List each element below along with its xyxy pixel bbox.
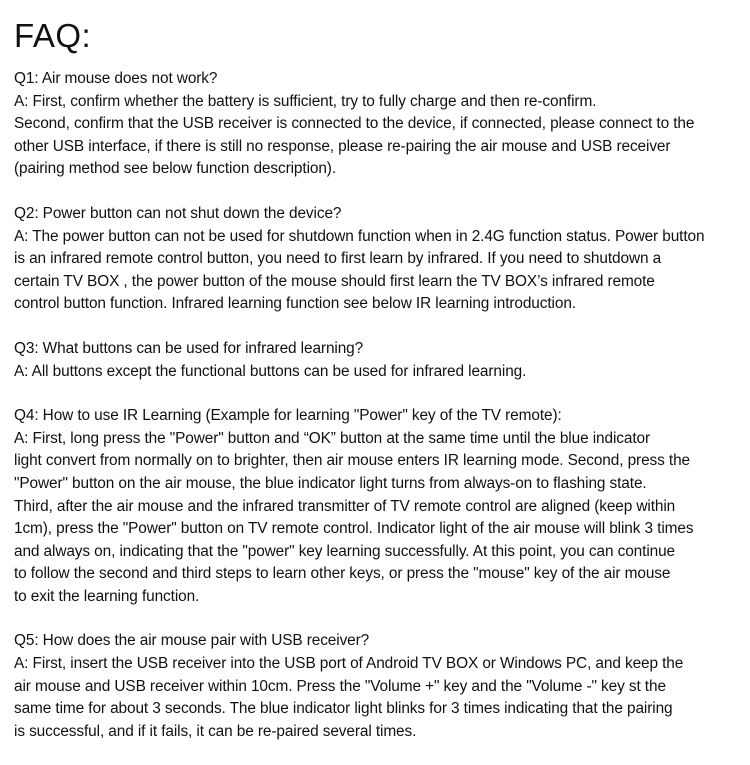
faq-answer-line: A: The power button can not be used for shutdown function when in 2.4G function status. Power button — [14, 227, 705, 245]
faq-answer-line: A: All buttons except the functional buttons can be used for infrared learning. — [14, 362, 527, 380]
faq-answer-line: is successful, and if it fails, it can be re-paired several times. — [14, 722, 417, 740]
faq-question: Q5: How does the air mouse pair with USB receiver? — [14, 632, 370, 650]
page-title: FAQ: — [14, 17, 92, 54]
faq-page — [14, 16, 746, 765]
faq-question: Q4: How to use IR Learning (Example for learning "Power" key of the TV remote): — [14, 407, 562, 425]
faq-answer-line: control button function. Infrared learning function see below IR learning introduction. — [14, 295, 576, 313]
faq-answer-line: same time for about 3 seconds. The blue indicator light blinks for 3 times indicating that the pairing — [14, 700, 673, 718]
faq-answer-line: certain TV BOX , the power button of the mouse should first learn the TV BOX’s infrared remote — [14, 272, 655, 290]
faq-answer-line: A: First, insert the USB receiver into the USB port of Android TV BOX or Windows PC, and keep the — [14, 655, 684, 673]
faq-answer-line: "Power" button on the air mouse, the blue indicator light turns from always-on to flashing state. — [14, 474, 647, 492]
faq-item-q1 — [14, 68, 746, 181]
faq-answer-line: Second, confirm that the USB receiver is connected to the device, if connected, please connect to the — [14, 115, 695, 133]
faq-item-q3 — [14, 338, 746, 383]
faq-answer-line: A: First, long press the "Power" button and “OK” button at the same time until the blue indicator — [14, 429, 650, 447]
faq-question: Q1: Air mouse does not work? — [14, 70, 218, 87]
faq-item-q2 — [14, 203, 746, 316]
faq-answer-line: and always on, indicating that the "power" key learning successfully. At this point, you can continue — [14, 542, 676, 560]
faq-answer-line: to follow the second and third steps to learn other keys, or press the "mouse" key of the air mouse — [14, 565, 671, 583]
faq-answer-line: air mouse and USB receiver within 10cm. Press the "Volume +" key and the "Volume -" key st the — [14, 677, 666, 695]
faq-question: Q3: What buttons can be used for infrared learning? — [14, 339, 364, 357]
faq-answer-line: Third, after the air mouse and the infrared transmitter of TV remote control are aligned (keep within — [14, 497, 676, 515]
faq-list — [14, 68, 746, 743]
faq-answer-line: to exit the learning function. — [14, 587, 200, 605]
faq-answer-line: other USB interface, if there is still no response, please re-pairing the air mouse and USB receiver — [14, 137, 671, 155]
faq-answer-line: 1cm), press the "Power" button on TV remote control. Indicator light of the air mouse will blink 3 times — [14, 520, 694, 538]
faq-answer-line: light convert from normally on to brighter, then air mouse enters IR learning mode. Second, press the — [14, 452, 690, 470]
faq-item-q5 — [14, 630, 746, 743]
faq-item-q4 — [14, 405, 746, 608]
faq-question: Q2: Power button can not shut down the device? — [14, 204, 342, 222]
faq-answer-line: (pairing method see below function description). — [14, 160, 337, 178]
faq-answer-line: A: First, confirm whether the battery is sufficient, try to fully charge and then re-confirm. — [14, 92, 597, 110]
faq-answer-line: is an infrared remote control button, you need to first learn by infrared. If you need to shutdown a — [14, 250, 662, 268]
